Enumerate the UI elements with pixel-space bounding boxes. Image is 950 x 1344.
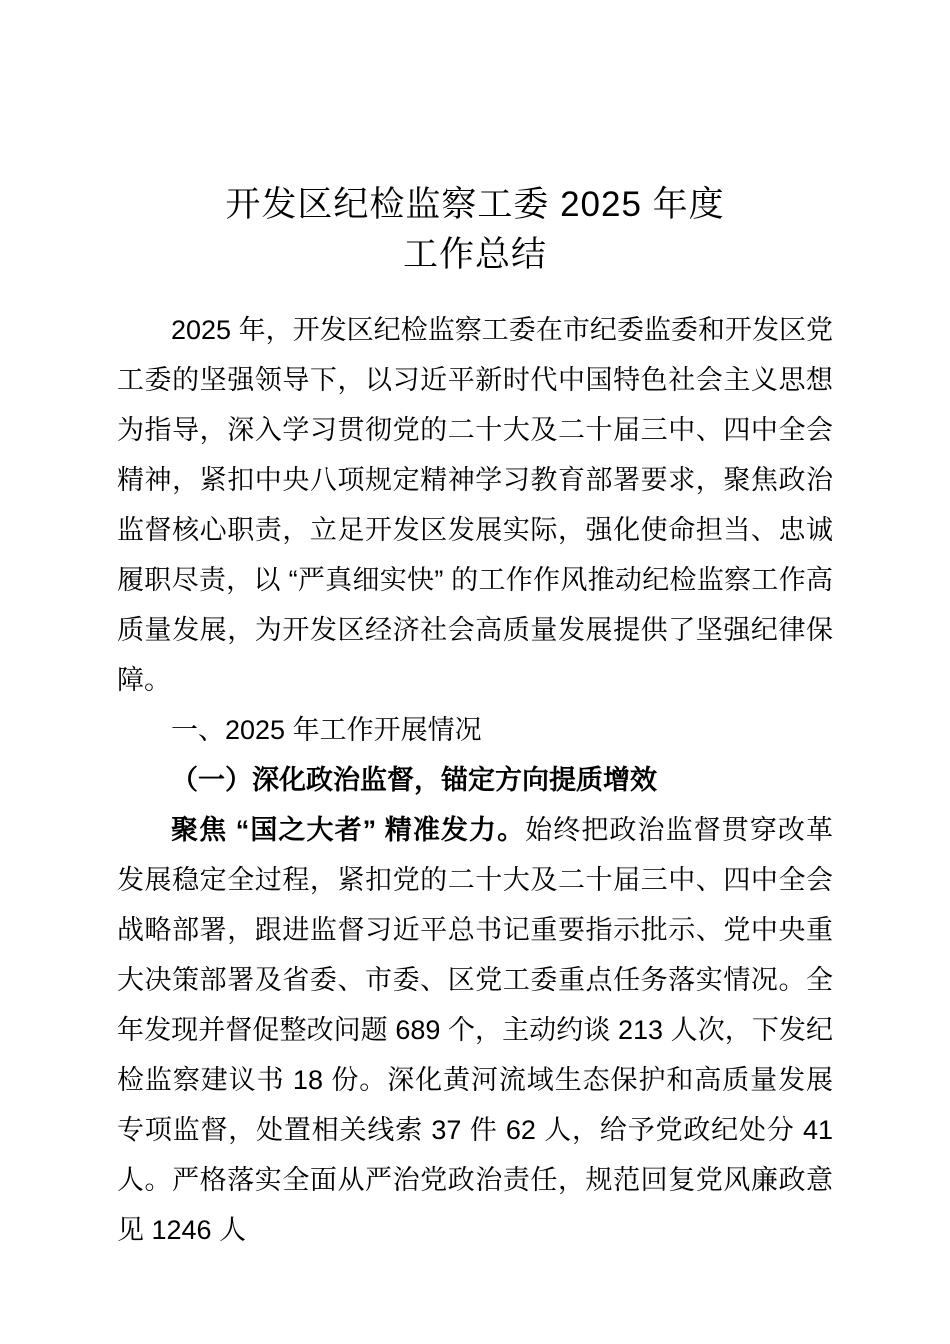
focus-paragraph-lead: 聚焦 “国之大者” 精准发力。 xyxy=(171,815,526,845)
focus-paragraph xyxy=(117,805,833,1255)
section-1-1-heading: （一）深化政治监督，锚定方向提质增效 xyxy=(171,765,657,795)
document-title xyxy=(117,180,833,280)
document-title-line2: 工作总结 xyxy=(402,235,547,274)
focus-paragraph-text: 始终把政治监督贯穿改革发展稳定全过程，紧扣党的二十大及二十届三中、四中全会战略部署，跟进监督习近平总书记重要指示批示、党中央重大决策部署及省委、市委、区党工委重点任务落实情况。全年发现并督促整改问题 689 个，主动约谈 213 人次，下发纪检监察建议书 18 份。深化黄河流域生态保护和高质量发展专项监督，处置相关线索 37 件 62 人，给予党政纪处分 41 人。严格落实全面从严治党政治责任，规范回复党风廉政意见 1246 人 xyxy=(117,815,833,1245)
document-title-line1: 开发区纪检监察工委 2025 年度 xyxy=(225,185,725,224)
intro-paragraph: 2025 年，开发区纪检监察工委在市纪委监委和开发区党工委的坚强领导下，以习近平新时代中国特色社会主义思想为指导，深入学习贯彻党的二十大及二十届三中、四中全会精神，紧扣中央八项规定精神学习教育部署要求，聚焦政治监督核心职责，立足开发区发展实际，强化使命担当、忠诚履职尽责，以 “严真细实快” 的工作作风推动纪检监察工作高质量发展，为开发区经济社会高质量发展提供了坚强纪律保障。 xyxy=(117,315,833,695)
section-1-heading: 一、2025 年工作开展情况 xyxy=(171,715,482,745)
document-body xyxy=(117,305,833,1255)
